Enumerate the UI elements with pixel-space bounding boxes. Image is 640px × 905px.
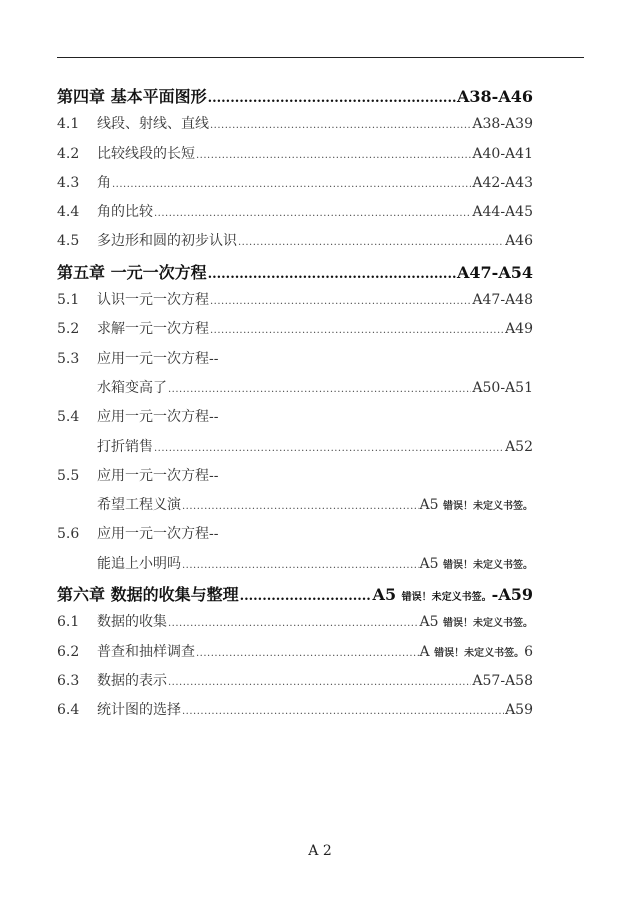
page-number: A (419, 643, 435, 660)
page-reference (472, 380, 533, 396)
page-reference (420, 556, 533, 572)
page-number-tail: 6 (524, 643, 533, 660)
toc-entry-row (57, 113, 533, 142)
section-title: 希望工程义演 (97, 497, 181, 514)
toc-entry-row (57, 230, 533, 259)
toc-entry-row (57, 143, 533, 172)
toc-entry-row (57, 348, 533, 377)
section-title: 角 (97, 174, 111, 191)
dot-leader (168, 618, 419, 629)
page-number: A38-A46 (457, 87, 533, 106)
section-number: 5.6 (57, 526, 80, 543)
page-reference (457, 263, 533, 282)
section-title: 角的比较 (97, 204, 153, 221)
toc-entry-row (57, 318, 533, 347)
page-number: A40-A41 (472, 145, 533, 162)
bookmark-error-text: 错误！未定义书签。 (443, 618, 533, 630)
section-title: 数据的表示 (97, 672, 167, 689)
dot-leader (154, 443, 504, 454)
toc-entry-row (57, 611, 533, 640)
page-reference (420, 497, 533, 513)
page-number: A47-A48 (472, 292, 533, 309)
chapter-title: 第六章 数据的收集与整理 (57, 585, 239, 605)
dot-leader (168, 677, 471, 688)
page-number: A38-A39 (472, 116, 533, 133)
section-number: 4.4 (57, 204, 80, 221)
dot-leader (208, 267, 456, 282)
bookmark-error-text: 错误！未定义书签。 (443, 559, 533, 571)
page-reference (472, 673, 533, 689)
section-title: 应用一元一次方程-- (97, 526, 219, 543)
dot-leader (154, 208, 471, 219)
dot-leader (182, 501, 419, 512)
page-number: A47-A54 (457, 262, 533, 282)
page-reference (505, 439, 533, 455)
bookmark-error-text: 错误！未定义书签。 (443, 501, 533, 513)
section-title: 应用一元一次方程-- (97, 350, 219, 367)
toc-entry-row (57, 172, 533, 201)
section-number: 4.5 (57, 233, 80, 250)
page-number: A5 (419, 614, 443, 631)
page-number-tail: -A59 (491, 585, 533, 605)
page-number: A46 (505, 233, 533, 250)
section-number: 6.4 (57, 702, 80, 719)
page-reference (472, 146, 533, 162)
page-reference (373, 585, 533, 604)
toc-entry-row (57, 201, 533, 230)
page-footer: A 2 (308, 843, 332, 859)
section-title: 水箱变高了 (97, 379, 167, 396)
page-reference (505, 321, 533, 337)
page-number: A5 (419, 555, 443, 572)
section-number: 5.4 (57, 409, 80, 426)
page-number: A52 (505, 438, 533, 455)
page-number: A44-A45 (472, 204, 533, 221)
dot-leader (168, 384, 471, 395)
section-title: 应用一元一次方程-- (97, 409, 219, 426)
section-number: 5.1 (57, 292, 80, 309)
section-title: 数据的收集 (97, 614, 167, 631)
section-number: 6.2 (57, 643, 80, 660)
page-number: A5 (419, 497, 443, 514)
section-number: 4.1 (57, 116, 80, 133)
page-reference (420, 644, 533, 660)
toc-entry-row (57, 465, 533, 494)
page-number: A50-A51 (472, 379, 533, 396)
toc-chapter-row (57, 582, 533, 611)
bookmark-error-text: 错误！未定义书签。 (434, 647, 525, 659)
section-title: 能追上小明吗 (97, 555, 181, 572)
bookmark-error-text: 错误！未定义书签。 (401, 592, 492, 604)
section-title: 统计图的选择 (97, 702, 181, 719)
toc-entry-row (57, 494, 533, 523)
page-reference (457, 87, 533, 106)
page-reference (505, 233, 533, 249)
page-number: A5 (372, 585, 402, 605)
section-number: 6.1 (57, 614, 80, 631)
toc-entry-row (57, 377, 533, 406)
toc-chapter-row (57, 84, 533, 113)
dot-leader (182, 560, 419, 571)
toc-entry-row (57, 699, 533, 728)
dot-leader (182, 706, 504, 717)
page-reference (472, 116, 533, 132)
toc-entry-row (57, 670, 533, 699)
toc-entry-row (57, 641, 533, 670)
chapter-title: 第五章 一元一次方程 (57, 262, 207, 282)
dot-leader (210, 120, 471, 131)
dot-leader (210, 296, 471, 307)
page-number: A49 (505, 321, 533, 338)
header-rule (57, 57, 584, 58)
toc-entry-row (57, 553, 533, 582)
section-number: 5.3 (57, 350, 80, 367)
section-number: 4.2 (57, 145, 80, 162)
toc-entry-row (57, 436, 533, 465)
toc-entry-row (57, 289, 533, 318)
table-of-contents (57, 84, 533, 729)
dot-leader (240, 589, 372, 604)
section-title: 多边形和圆的初步认识 (97, 233, 237, 250)
section-number: 5.2 (57, 321, 80, 338)
section-title: 比较线段的长短 (97, 145, 195, 162)
section-number: 6.3 (57, 672, 80, 689)
page-reference (420, 614, 533, 630)
dot-leader (112, 179, 471, 190)
page-reference (472, 292, 533, 308)
dot-leader (208, 91, 456, 106)
dot-leader (238, 237, 504, 248)
section-title: 打折销售 (97, 438, 153, 455)
toc-entry-row (57, 406, 533, 435)
dot-leader (210, 325, 504, 336)
page-reference (472, 175, 533, 191)
dot-leader (196, 648, 419, 659)
section-number: 4.3 (57, 174, 80, 191)
section-title: 线段、射线、直线 (97, 116, 209, 133)
toc-chapter-row (57, 260, 533, 289)
page-number: A42-A43 (472, 174, 533, 191)
page-number: A59 (505, 702, 533, 719)
dot-leader (196, 150, 471, 161)
section-title: 求解一元一次方程 (97, 321, 209, 338)
section-title: 普查和抽样调查 (97, 643, 195, 660)
chapter-title: 第四章 基本平面图形 (57, 87, 207, 106)
section-number: 5.5 (57, 467, 80, 484)
section-title: 应用一元一次方程-- (97, 467, 219, 484)
page-reference (472, 204, 533, 220)
page-reference (505, 702, 533, 718)
page-number: A57-A58 (472, 672, 533, 689)
toc-entry-row (57, 523, 533, 552)
section-title: 认识一元一次方程 (97, 292, 209, 309)
